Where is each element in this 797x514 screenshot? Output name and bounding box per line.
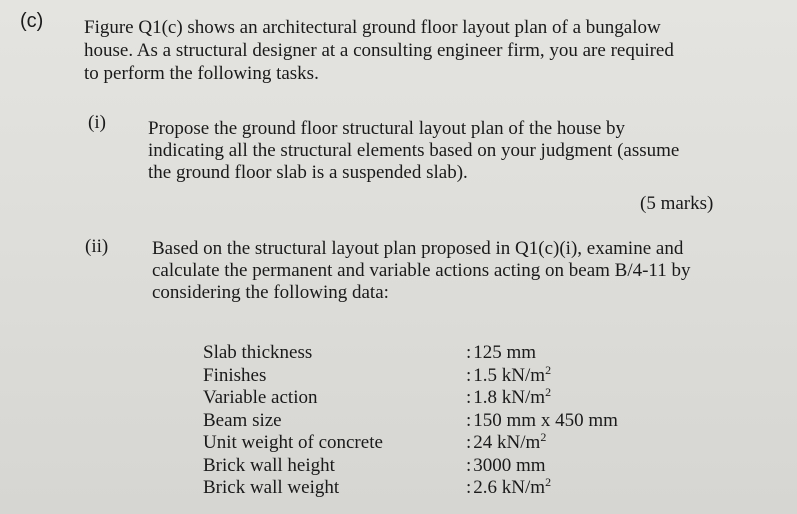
task-line: calculate the permanent and variable actions acting on beam B/4-11 by [152, 260, 691, 281]
data-value-row [466, 455, 618, 478]
separator: : [466, 432, 472, 453]
data-value: 2.6 kN/m [473, 477, 546, 498]
data-labels-column [203, 342, 383, 500]
data-value: 1.8 kN/m [473, 387, 546, 408]
data-label: Finishes [203, 364, 267, 386]
task-number-i: (i) [88, 112, 106, 133]
task-line: Based on the structural layout plan proposed in Q1(c)(i), examine and [152, 238, 684, 259]
data-values-column [466, 342, 618, 500]
data-value: 24 kN/m [473, 432, 541, 453]
task-line: considering the following data: [152, 282, 389, 303]
intro-line: to perform the following tasks. [84, 63, 319, 84]
separator: : [466, 364, 472, 386]
separator: : [466, 409, 472, 431]
intro-line: Figure Q1(c) shows an architectural ground floor layout plan of a bungalow [84, 17, 661, 38]
task-line: the ground floor slab is a suspended slab). [148, 162, 468, 183]
task-ii-text [152, 238, 690, 304]
data-value-row [466, 432, 618, 455]
unit-superscript: 2 [540, 430, 547, 444]
data-value-row [466, 362, 618, 388]
data-value: 150 mm x 450 mm [473, 409, 618, 431]
task-line: indicating all the structural elements based on your judgment (assume [148, 140, 680, 161]
task-line: Propose the ground floor structural layout plan of the house by [148, 118, 626, 139]
data-value-row [466, 477, 618, 500]
data-label: Brick wall height [203, 454, 335, 476]
unit-superscript: 2 [545, 385, 552, 399]
data-label: Variable action [203, 387, 318, 408]
intro-line: house. As a structural designer at a consulting engineer firm, you are required [84, 40, 674, 61]
task-number-ii: (ii) [85, 236, 109, 257]
data-value: 125 mm [473, 342, 537, 363]
data-value-row [466, 410, 618, 433]
separator: : [466, 342, 472, 363]
data-value: 3000 mm [473, 454, 546, 476]
data-label: Unit weight of concrete [203, 432, 383, 453]
data-label: Brick wall weight [203, 477, 340, 498]
data-value-row [466, 387, 618, 410]
data-label: Slab thickness [203, 342, 313, 363]
task-i-text [148, 118, 679, 184]
data-value: 1.5 kN/m [473, 364, 546, 386]
separator: : [466, 387, 472, 408]
data-label: Beam size [203, 409, 282, 431]
question-label: (c) [20, 10, 44, 32]
question-intro [84, 16, 744, 85]
separator: : [466, 454, 472, 476]
data-value-row [466, 342, 618, 365]
unit-superscript: 2 [545, 475, 552, 489]
unit-superscript: 2 [545, 362, 552, 377]
marks-label: (5 marks) [640, 193, 714, 214]
separator: : [466, 477, 472, 498]
